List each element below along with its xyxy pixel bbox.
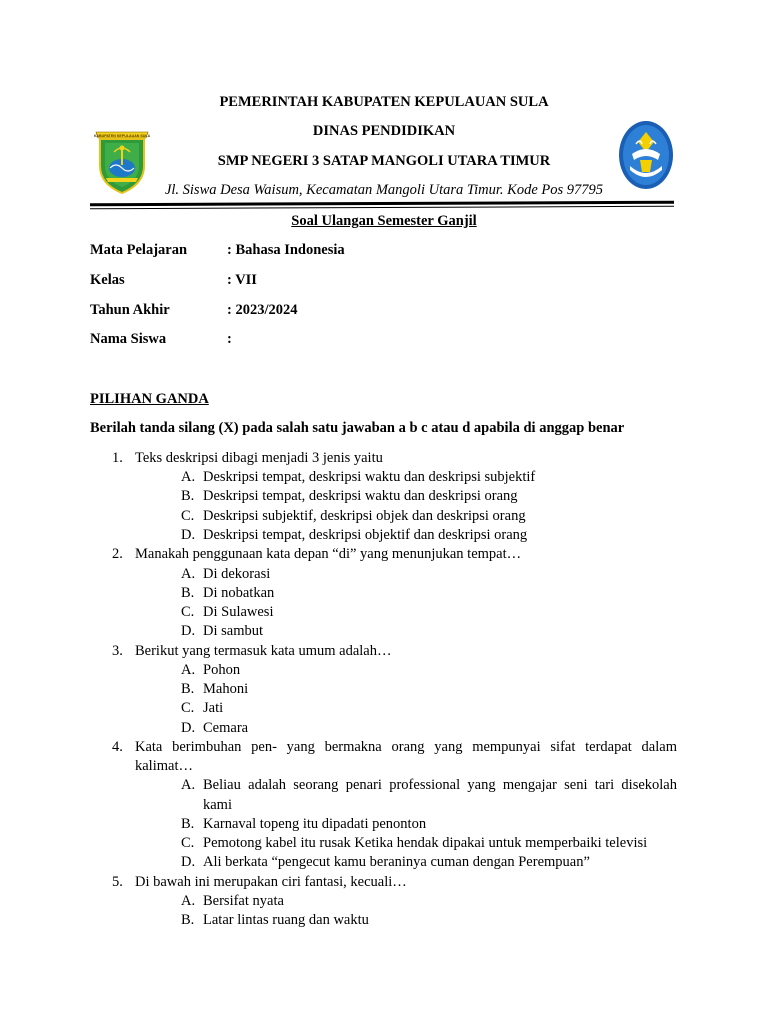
- option-letter: B.: [181, 681, 195, 697]
- question-text-line1: Kata berimbuhan pen- yang bermakna orang yang mempunyai sifat terdapat dalam: [135, 739, 677, 755]
- header-department: DINAS PENDIDIKAN: [312, 123, 456, 139]
- info-label: Tahun Akhir: [90, 302, 170, 318]
- option-letter: A.: [181, 893, 196, 909]
- option-text-line1: Beliau adalah seorang penari professional yang mengajar seni tari disekolah: [203, 777, 677, 793]
- option-text: Pohon: [203, 662, 241, 678]
- option-letter: A.: [181, 777, 196, 793]
- option-text: Cemara: [203, 720, 249, 736]
- option-letter: C.: [181, 604, 195, 620]
- info-value: : VII: [227, 272, 257, 288]
- question-number: 4.: [112, 739, 123, 755]
- option-text: Di dekorasi: [203, 566, 271, 582]
- question-text: Berikut yang termasuk kata umum adalah…: [135, 643, 392, 659]
- instruction-text: Berilah tanda silang (X) pada salah satu jawaban a b c atau d apabila di anggap benar: [90, 420, 625, 436]
- option-letter: D.: [181, 623, 196, 639]
- option-text: Bersifat nyata: [203, 893, 284, 909]
- question-text: Di bawah ini merupakan ciri fantasi, kecuali…: [135, 874, 407, 890]
- question-number: 5.: [112, 874, 123, 890]
- option-letter: C.: [181, 835, 195, 851]
- option-text: Deskripsi tempat, deskripsi objektif dan deskripsi orang: [203, 527, 528, 543]
- info-value: : 2023/2024: [227, 302, 298, 318]
- option-text: Latar lintas ruang dan waktu: [203, 912, 369, 928]
- crest-banner-text: KABUPATEN KEPULAUAN SULA: [93, 134, 151, 138]
- option-letter: A.: [181, 662, 196, 678]
- option-letter: B.: [181, 585, 195, 601]
- info-value: : Bahasa Indonesia: [227, 242, 345, 258]
- section-heading: PILIHAN GANDA: [90, 391, 209, 407]
- option-text: Karnaval topeng itu dipadati penonton: [203, 816, 427, 832]
- question-text-line2: kalimat…: [135, 758, 193, 774]
- info-label: Mata Pelajaran: [90, 242, 188, 258]
- option-text: Deskripsi subjektif, deskripsi objek dan deskripsi orang: [203, 508, 526, 524]
- option-text: Ali berkata “pengecut kamu beraninya cuman dengan Perempuan”: [203, 854, 590, 870]
- option-letter: B.: [181, 488, 195, 504]
- option-text: Deskripsi tempat, deskripsi waktu dan deskripsi subjektif: [203, 469, 536, 485]
- header-rule-thin: [90, 206, 674, 210]
- info-value: :: [227, 331, 232, 347]
- option-letter: A.: [181, 566, 196, 582]
- option-text: Mahoni: [203, 681, 249, 697]
- option-letter: C.: [181, 700, 195, 716]
- option-text-line2: kami: [203, 797, 232, 813]
- option-letter: B.: [181, 912, 195, 928]
- header-address: Jl. Siswa Desa Waisum, Kecamatan Mangoli Utara Timur. Kode Pos 97795: [164, 182, 604, 198]
- option-text: Di sambut: [203, 623, 264, 639]
- option-text: Pemotong kabel itu rusak Ketika hendak dipakai untuk memperbaiki televisi: [203, 835, 648, 851]
- question-text: Teks deskripsi dibagi menjadi 3 jenis yaitu: [135, 450, 383, 466]
- header-rule-thick: [90, 201, 674, 206]
- option-text: Deskripsi tempat, deskripsi waktu dan deskripsi orang: [203, 488, 518, 504]
- option-text: Di Sulawesi: [203, 604, 274, 620]
- option-letter: D.: [181, 854, 196, 870]
- question-number: 3.: [112, 643, 123, 659]
- option-letter: C.: [181, 508, 195, 524]
- header-government: PEMERINTAH KABUPATEN KEPULAUAN SULA: [219, 94, 549, 110]
- exam-title: Soal Ulangan Semester Ganjil: [291, 213, 477, 229]
- info-label: Kelas: [90, 272, 125, 288]
- option-text: Jati: [203, 700, 224, 716]
- question-text: Manakah penggunaan kata depan “di” yang menunjukan tempat…: [135, 546, 522, 562]
- option-letter: D.: [181, 527, 196, 543]
- question-number: 2.: [112, 546, 123, 562]
- option-letter: D.: [181, 720, 196, 736]
- info-label: Nama Siswa: [90, 331, 167, 347]
- option-letter: B.: [181, 816, 195, 832]
- option-text: Di nobatkan: [203, 585, 275, 601]
- question-number: 1.: [112, 450, 123, 466]
- option-letter: A.: [181, 469, 196, 485]
- header-school-name: SMP NEGERI 3 SATAP MANGOLI UTARA TIMUR: [217, 153, 551, 169]
